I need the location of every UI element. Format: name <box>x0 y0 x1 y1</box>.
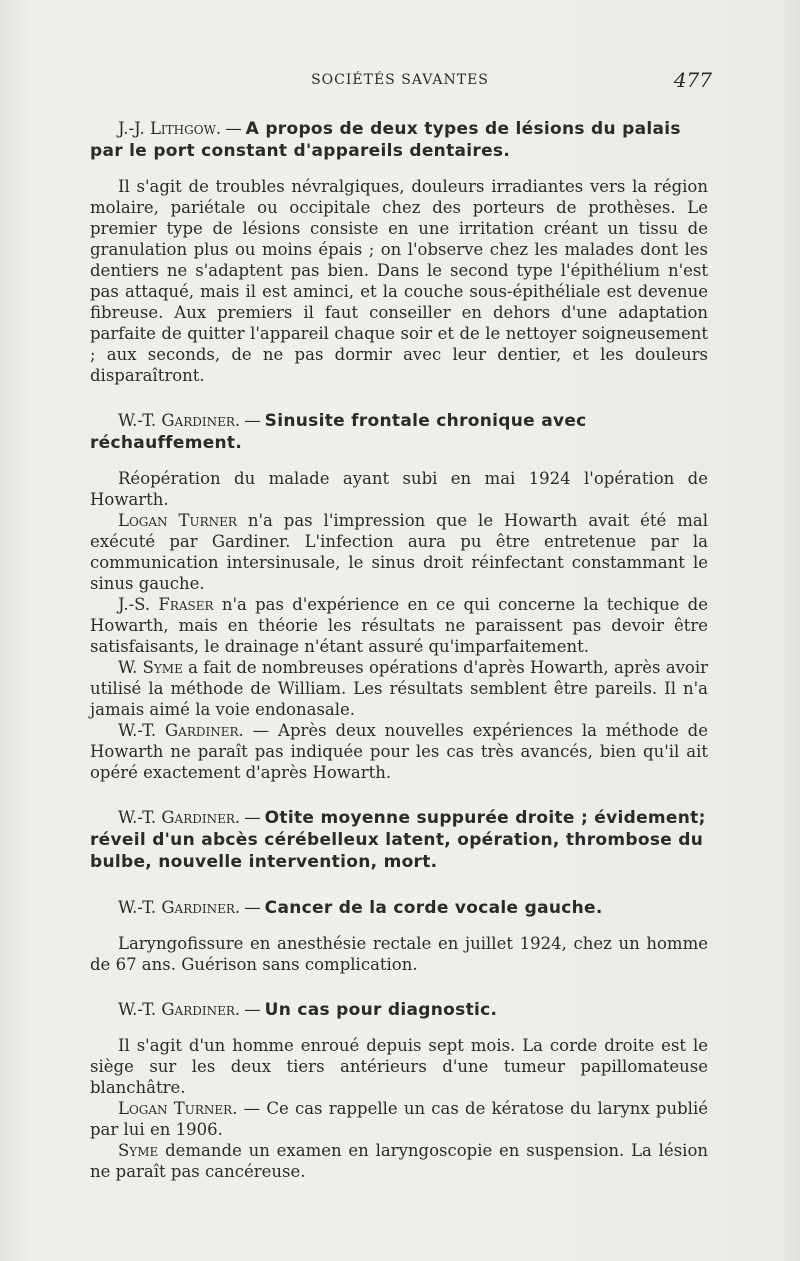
author-name: W.-T. Gardiner. <box>118 808 241 827</box>
entry-heading <box>90 999 708 1021</box>
author-name: W.-T. Gardiner. <box>118 898 241 917</box>
paragraph-text: — Après deux nouvelles expériences la méthode de Howarth ne paraît pas indiquée pour les cas très avancés, bien qu'il ait opéré exactement d'après Howarth. <box>90 721 708 782</box>
author-name: W.-T. Gardiner. <box>118 411 241 430</box>
paragraph-text: Il s'agit de troubles névralgiques, douleurs irradiantes vers la région molaire, pariétale ou occipitale chez des porteurs de prothèses. Le premier type de lésions consiste en une irritation créant un tissu de granulation plus ou moins épais ; on l'observe chez les malades dont les dentiers ne s'adaptent pas bien. Dans le second type l'épithélium n'est pas attaqué, mais il est aminci, et la couche sous-épithéliale est devenue fibreuse. Aux premiers il faut conseiller en dehors d'une adaptation parfaite de quitter l'appareil chaque soir et de le nettoyer soigneusement ; aux seconds, de ne pas dormir avec leur dentier, et les douleurs disparaîtront. <box>90 177 708 385</box>
speaker-name: Syme <box>118 1141 159 1160</box>
author-name: J.-J. Lithgow. <box>118 119 222 138</box>
paragraph <box>90 1140 708 1182</box>
paragraph-text: Réopération du malade ayant subi en mai 1924 l'opération de Howarth. <box>90 469 708 509</box>
entry-title: Sinusite frontale chronique avec réchauffement. <box>90 411 587 453</box>
paragraph <box>90 933 708 975</box>
entry-heading <box>90 897 708 919</box>
entry-heading <box>90 807 708 873</box>
article-body <box>90 118 708 1206</box>
em-dash: — <box>244 898 261 917</box>
paragraph <box>90 176 708 386</box>
paragraph <box>90 1035 708 1098</box>
paragraph-text: — Ce cas rappelle un cas de kératose du larynx publié par lui en 1906. <box>90 1099 708 1139</box>
paragraph-text: n'a pas l'impression que le Howarth avait été mal exécuté par Gardiner. L'infection aura pu être entretenue par la communication intersinusale, le sinus droit réinfectant constammant le sinus gauche. <box>90 511 709 593</box>
speaker-name: Logan Turner. <box>118 1099 238 1118</box>
running-title: SOCIÉTÉS SAVANTES <box>311 72 489 88</box>
paragraph <box>90 657 708 720</box>
entry-cancer <box>90 897 708 975</box>
em-dash: — <box>244 411 261 430</box>
speaker-name: W.-T. Gardiner. <box>118 721 244 740</box>
paragraph <box>90 510 708 594</box>
entry-title: Un cas pour diagnostic. <box>264 1000 498 1020</box>
entry-diagnostic <box>90 999 708 1182</box>
paragraph <box>90 468 708 510</box>
entry-otite <box>90 807 708 873</box>
speaker-name: J.-S. Fraser <box>118 595 214 614</box>
entry-heading <box>90 118 708 162</box>
paragraph <box>90 594 708 657</box>
entry-sinusite <box>90 410 708 783</box>
page-header <box>90 70 710 92</box>
em-dash: — <box>244 1000 261 1019</box>
paragraph-text: Il s'agit d'un homme enroué depuis sept mois. La corde droite est le siège sur les deux tiers antérieurs d'une tumeur papillomateuse blanchâtre. <box>90 1036 708 1097</box>
entry-heading <box>90 410 708 454</box>
em-dash: — <box>244 808 261 827</box>
em-dash: — <box>225 119 242 138</box>
speaker-name: Logan Turner <box>118 511 237 530</box>
author-name: W.-T. Gardiner. <box>118 1000 241 1019</box>
speaker-name: W. Syme <box>118 658 183 677</box>
paragraph-text: a fait de nombreuses opérations d'après Howarth, après avoir utilisé la méthode de William. Les résultats semblent être pareils. Il n'a jamais aimé la voie endonasale. <box>90 658 708 719</box>
paragraph <box>90 720 708 783</box>
entry-title: Cancer de la corde vocale gauche. <box>264 898 603 918</box>
paragraph-text: n'a pas d'expérience en ce qui concerne la techique de Howarth, mais en théorie les résultats ne paraissent pas devoir être satisfaisants, le drainage n'étant assuré qu'imparfaitement. <box>90 595 708 656</box>
paragraph-text: demande un examen en laryngoscopie en suspension. La lésion ne paraît pas cancéreuse. <box>90 1141 708 1181</box>
entry-title: A propos de deux types de lésions du palais par le port constant d'appareils dentaires. <box>90 119 681 161</box>
entry-title: Otite moyenne suppurée droite ; évidement; réveil d'un abcès cérébelleux latent, opération, thrombose du bulbe, nouvelle intervention, mort. <box>90 808 706 872</box>
paragraph-text: Laryngofissure en anesthésie rectale en juillet 1924, chez un homme de 67 ans. Guérison sans complication. <box>90 934 708 974</box>
entry-lithgow <box>90 118 708 386</box>
paragraph <box>90 1098 708 1140</box>
page-number: 477 <box>673 68 712 92</box>
